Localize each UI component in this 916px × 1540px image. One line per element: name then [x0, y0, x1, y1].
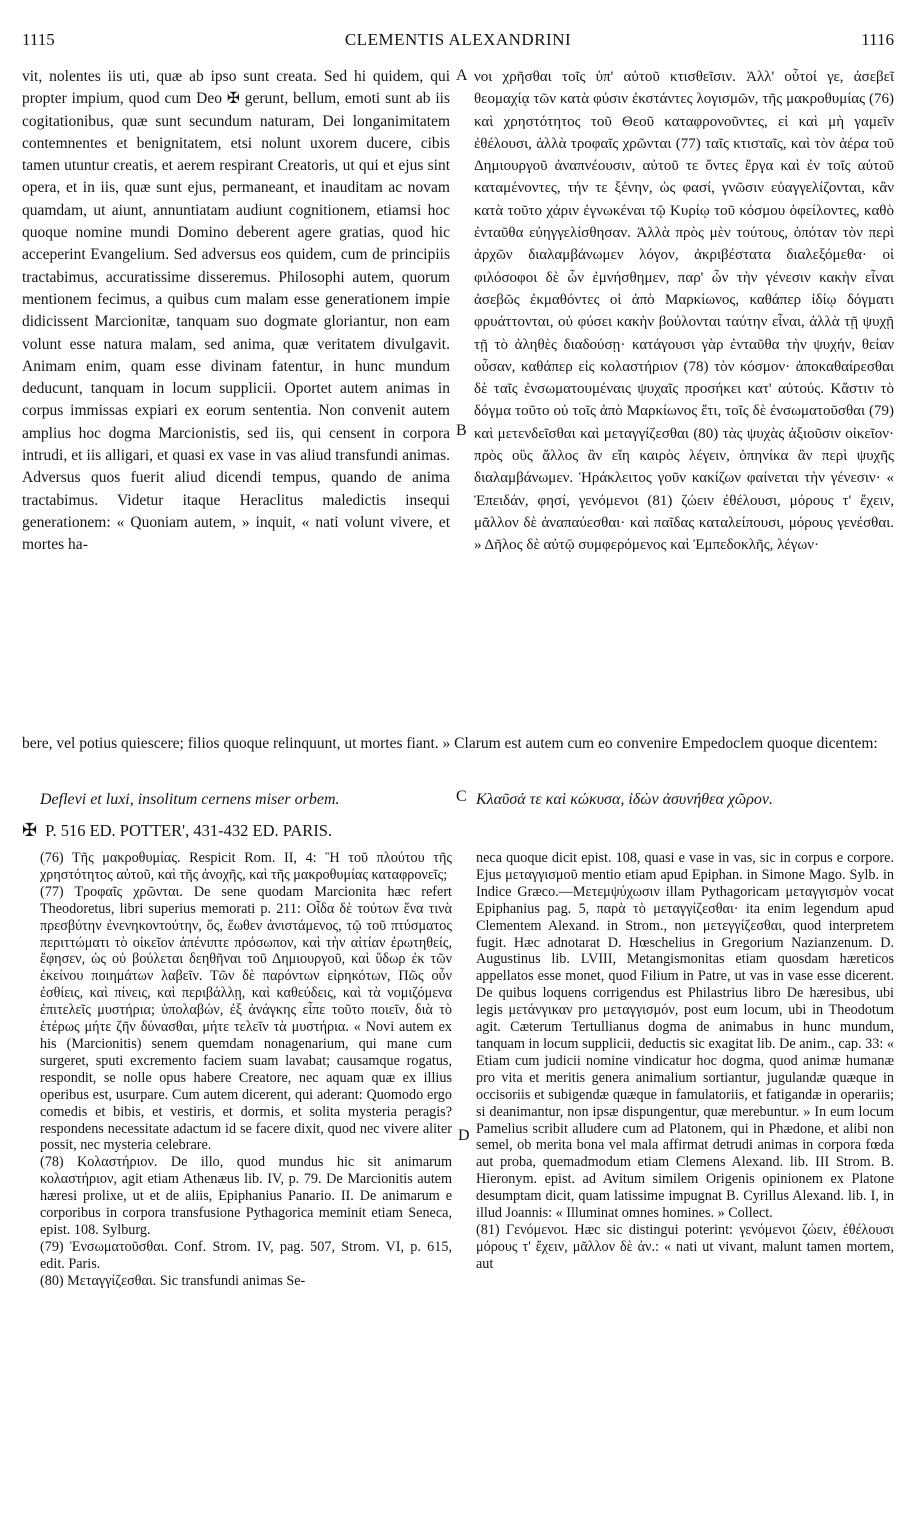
footnote-81: (81) Γενόμενοι. Hæc sic distingui poterint: γενόμενοι ζώειν, ἐθέλουσι μόρους τ' ἔχειν, μᾶλλον δὲ ἀν.: « nati ut vivant, malunt tamen mortem, aut	[476, 1221, 894, 1272]
footnote-79: (79) Ἐνσωματοῦσθαι. Conf. Strom. IV, pag. 507, Strom. VI, p. 615, edit. Paris.	[40, 1238, 452, 1272]
running-title: CLEMENTIS ALEXANDRINI	[344, 30, 572, 49]
footnote-77: (77) Τροφαῖς χρῶνται. De sene quodam Marcionita hæc refert Theodoretus, libri superius memorati p. 211: Οἶδα δὲ τούτων ἕνα τινὰ πρεσβύτην ἐνενηκοντούτην, ὅς, ἕωθεν ἀνιστάμενος, τῷ τοῦ πτύσματος περιττώματι τὸ οἰκεῖον ἀπένιπτε πρόσωπον, καὶ τὴν αἰτίαν ἐρωτηθείς, ἔφησεν, ὡς οὐ βούλεται δεηθῆναι τοῦ Δημιουργοῦ, καὶ ὕδωρ ἐκ τῶν ἐκείνου ποιημάτων λαβεῖν. Τῶν δὲ παρόντων εἰρηκότων, Πῶς οὖν ἐσθίεις, καὶ πίνεις, καὶ περιβάλλῃ, καὶ καθεύδεις, καὶ τὰ νομιζόμενα ἐπιτελεῖς μυστήρια; ὑπολαβών, ἐξ ἀνάγκης εἶπε τοῦτο ποιεῖν, διὰ τὸ ἑτέρως μήτε ζῆν δύνασθαι, μήτε τελεῖν τὰ μυστήρια. « Novi autem ex his (Marcionitis) senem quemdam nonagenarium, qui mane cum surgeret, sputi excremento faciem suam lavabat; causamque rogatus, respondit, se nolle opus habere Creatore, nec aquam quæ ex illius operibus est, usurpare. Cum autem dicerent, qui aderant: Quomodo ergo comedis et bibis, et vestiris, et dormis, et solita mysteria peragis? respondens necessitate adactum id se facere dixit, quod nec vivere aliter possit, nec mysteria celebrare.	[40, 883, 452, 1154]
footnote-80-continued: neca quoque dicit epist. 108, quasi e vase in vas, sic in corpus e corpore. Ejus μεταγγισμοῦ mentio etiam apud Epiphan. in Simone Mago. Sylb. in Indice Græco.—Μετεμψύχωσιν illam Pythagoricam μεταγγισμὸν vocat Epiphanius pag. 5, παρὰ τὸ μεταγγίζεσθαι· ita enim legendum apud Clementem Alexand. in Strom., non μετεγγίζεσθαι, quod interpretem fugit. Hæc adnotarat D. Hœschelius in Gregorium Nazianzenum. D. Augustinus lib. LVIII, Metangismonitas etiam quosdam hæreticos appellatos esse monet, quod Filium in Patre, ut vas in vase esse dicerent. De quibus loquens corrigendus est Philastrius libro De hæresibus, ubi legis μετάνγικαν pro μεταγγισμόν, post eum locum, ubi in Theodotum agit. Cæterum Tertullianus dogma de animabus in hunc mundum, tanquam in locum supplicii, deductis sic exagitat lib. De anim., cap. 33: « Etiam cum judicii nomine vindicatur hoc dogma, quod animæ humanæ pro vita et meritis genera animalium sortiantur, jugulandæ quæque in occisoriis et subigendæ quæque in famulatoriis, et fatigandæ in operariis; si deanimantur, non ipsæ dispungentur, quæ merebuntur. » In eum locum Pamelius scribit alludere cum ad Platonem, qui in Phædone, et alibi non semel, ob merita bona vel mala affirmat detrudi animas in corpora fœda aut proba, quemadmodum etiam Clemens Alexand. lib. III Strom. B. Hieronym. epist. ad Avitum similem Origenis opinionem ex Platone desumptam dicit, quam latissime impugnat B. Cyrillus Alexand. lib. I, in illud Joannis: « Illuminat omnes homines. » Collect.	[476, 850, 894, 1222]
greek-main-column	[474, 66, 894, 557]
latin-main-column	[22, 66, 450, 557]
margin-letter-d: D	[458, 1127, 470, 1144]
page-number-right: 1116	[861, 30, 894, 49]
continuation-text: bere, vel potius quiescere; filios quoque relinquunt, ut mortes fiant. » Clarum est autem cum eo convenire Empedoclem quoque dicentem:	[22, 735, 878, 752]
verse-latin: Deflevi et luxi, insolitum cernens miser orbem.	[40, 791, 340, 808]
edition-text: P. 516 ED. POTTER', 431-432 ED. PARIS.	[45, 821, 333, 840]
footnote-78: (78) Κολαστήριον. De illo, quod mundus hic sit animarum κολαστήριον, agit etiam Athenæus lib. IV, p. 79. De Marcionitis autem hæresi prolixe, ut et de aliis, Epiphanius Panario. II. De animarum e corporibus in corpora transfusione Pythagorica meminit etiam Seneca, epist. 108. Sylburg.	[40, 1154, 452, 1238]
margin-letter-c: C	[456, 788, 467, 805]
footnotes-right-column	[476, 850, 894, 1273]
margin-letter-b: B	[456, 422, 467, 439]
greek-main-text: νοι χρῆσθαι τοῖς ὑπ' αὐτοῦ κτισθεῖσιν. Ἀλλ' οὗτοί γε, ἀσεβεῖ θεομαχίᾳ τῶν κατὰ φύσιν ἐκστάντες λογισμῶν, τῆς μακροθυμίας (76) καὶ χρηστότητος τοῦ Θεοῦ καταφρονοῦντες, εἰ καὶ μὴ γαμεῖν ἐθέλουσι, ἀλλὰ τροφαῖς χρῶνται (77) ταῖς κτισταῖς, καὶ τὸν ἀέρα τοῦ Δημιουργοῦ ἀναπνέουσιν, αὐτοῦ τε ὄντες ἔργα καὶ ἐν τοῖς αὐτοῦ καταμένοντες, τήν τε ξένην, ὡς φασί, γνῶσιν εὐαγγελίζονται, κἂν κατὰ τοῦτο χάριν ἐγνωκέναι τῷ Κυρίῳ τοῦ κόσμου ὀφείλοντες, καθὸ ἐνταῦθα εὐηγγελίσθησαν. Ἀλλὰ πρὸς μὲν τούτους, ὁπόταν τὸν περὶ ἀρχῶν διαλαμβάνωμεν λόγον, ἀκριβέστατα διαλεξόμεθα· οἱ φιλόσοφοι δὲ ὧν ἐμνήσθημεν, παρ' ὧν τὴν γένεσιν κακὴν εἶναι ἀσεβῶς ἐκμαθόντες οἱ ἀπὸ Μαρκίωνος, καθάπερ ἰδίῳ δόγματι φρυάττονται, οὐ φύσει κακὴν βούλονται ταύτην εἶναι, ἀλλὰ τῇ ψυχῇ τῇ τὸ ἀληθὲς διαδούσῃ· κατάγουσι γὰρ ἐνταῦθα τὴν ψυχήν, θείαν οὖσαν, καθάπερ εἰς κολαστήριον (78) τὸν κόσμον· ἀποκαθαίρεσθαι δὲ ταῖς ἐνσωματουμέναις ψυχαῖς προσήκει κατ' αὐτούς. Κἄστιν τὸ δόγμα τοῦτο οὐ τοῖς ἀπὸ Μαρκίωνος ἔτι, τοῖς δὲ ἐνσωματοῦσθαι (79) καὶ μετενδεῖσθαι καὶ μεταγγίζεσθαι (80) τὰς ψυχὰς ἀξιοῦσιν οἰκεῖον· πρὸς οὓς ἄλλος ἂν εἴη καιρὸς λέγειν, ὁπηνίκα ἂν περὶ ψυχῆς διαλαμβάνωμεν. Ἡράκλειτος γοῦν κακίζων φαίνεται τὴν γένεσιν· « Ἐπειδάν, φησί, γενόμενοι (81) ζώειν ἐθέλουσι, μόρους τ' ἔχειν, μᾶλλον δὲ ἀναπαύεσθαι· καὶ παῖδας καταλείπουσι, μόρους γενέσθαι. » Δῆλος δὲ αὐτῷ συμφερόμενος καὶ Ἐμπεδοκλῆς, λέγων·	[474, 69, 894, 554]
verse-greek: Κλαῦσά τε καὶ κώκυσα, ἰδὼν ἀσυνήθεα χῶρον.	[476, 791, 773, 808]
page-header	[22, 30, 894, 56]
edition-reference	[22, 820, 450, 841]
latin-main-text: vit, nolentes iis uti, quæ ab ipso sunt creata. Sed hi quidem, qui propter impium, quod cum Deo ✠ gerunt, bellum, emoti sunt ab iis cogitationibus, quæ sunt secundum naturam, Dei longanimitatem contemnentes et benignitatem, etsi nolunt uxorem ducere, cibis tamen utuntur creatis, et aerem respirant Creatoris, ut qui et ejus sint opera, et in iis, quæ sunt ejus, permaneant, et inauditam ac novam quamdam, ut aiunt, annuntiatam audiunt cognitionem, etiamsi hoc quoque nomine mundi Domino deberent agere gratias, quod hic acceperint Evangelium. Sed adversus eos quidem, cum de principiis tractabimus, accuratissime disseremus. Philosophi autem, quorum mentionem fecimus, a quibus cum malam esse generationem impie didicissent Marcionitæ, tanquam suo dogmate gloriantur, non eam volunt esse natura malam, sed anima, quæ veritatem divulgavit. Animam enim, quam esse divinam fatentur, in hunc mundum deducunt, tanquam in locum supplicii. Oportet autem animas in corpus immissas expiari ex eorum sententia. Non convenit autem amplius hoc dogma Marcionistis, sed iis, qui censent in corpora intrudi, et iis alligari, et quasi ex vase in vas aliud transfundi animas. Adversus quos fuerit aliud dicendi tempus, quando de anima tractabimus. Videtur itaque Heraclitus maledictis insequi generationem: « Quoniam autem, » inquit, « nati volunt vivere, et mortes ha-	[22, 68, 450, 554]
footnotes-left-column	[40, 850, 452, 1290]
margin-letter-a: A	[456, 67, 468, 84]
cross-icon: ✠	[22, 820, 38, 840]
page-number-left: 1115	[22, 30, 55, 49]
footnote-80-start: (80) Μεταγγίζεσθαι. Sic transfundi animas Se-	[40, 1272, 306, 1289]
full-width-continuation	[22, 733, 894, 755]
footnote-76: (76) Τῆς μακροθυμίας. Respicit Rom. II, 4: Ἢ τοῦ πλούτου τῆς χρηστότητος αὐτοῦ, καὶ τῆς ἀνοχῆς, καὶ τῆς μακροθυμίας καταφρονεῖς;	[40, 850, 452, 883]
